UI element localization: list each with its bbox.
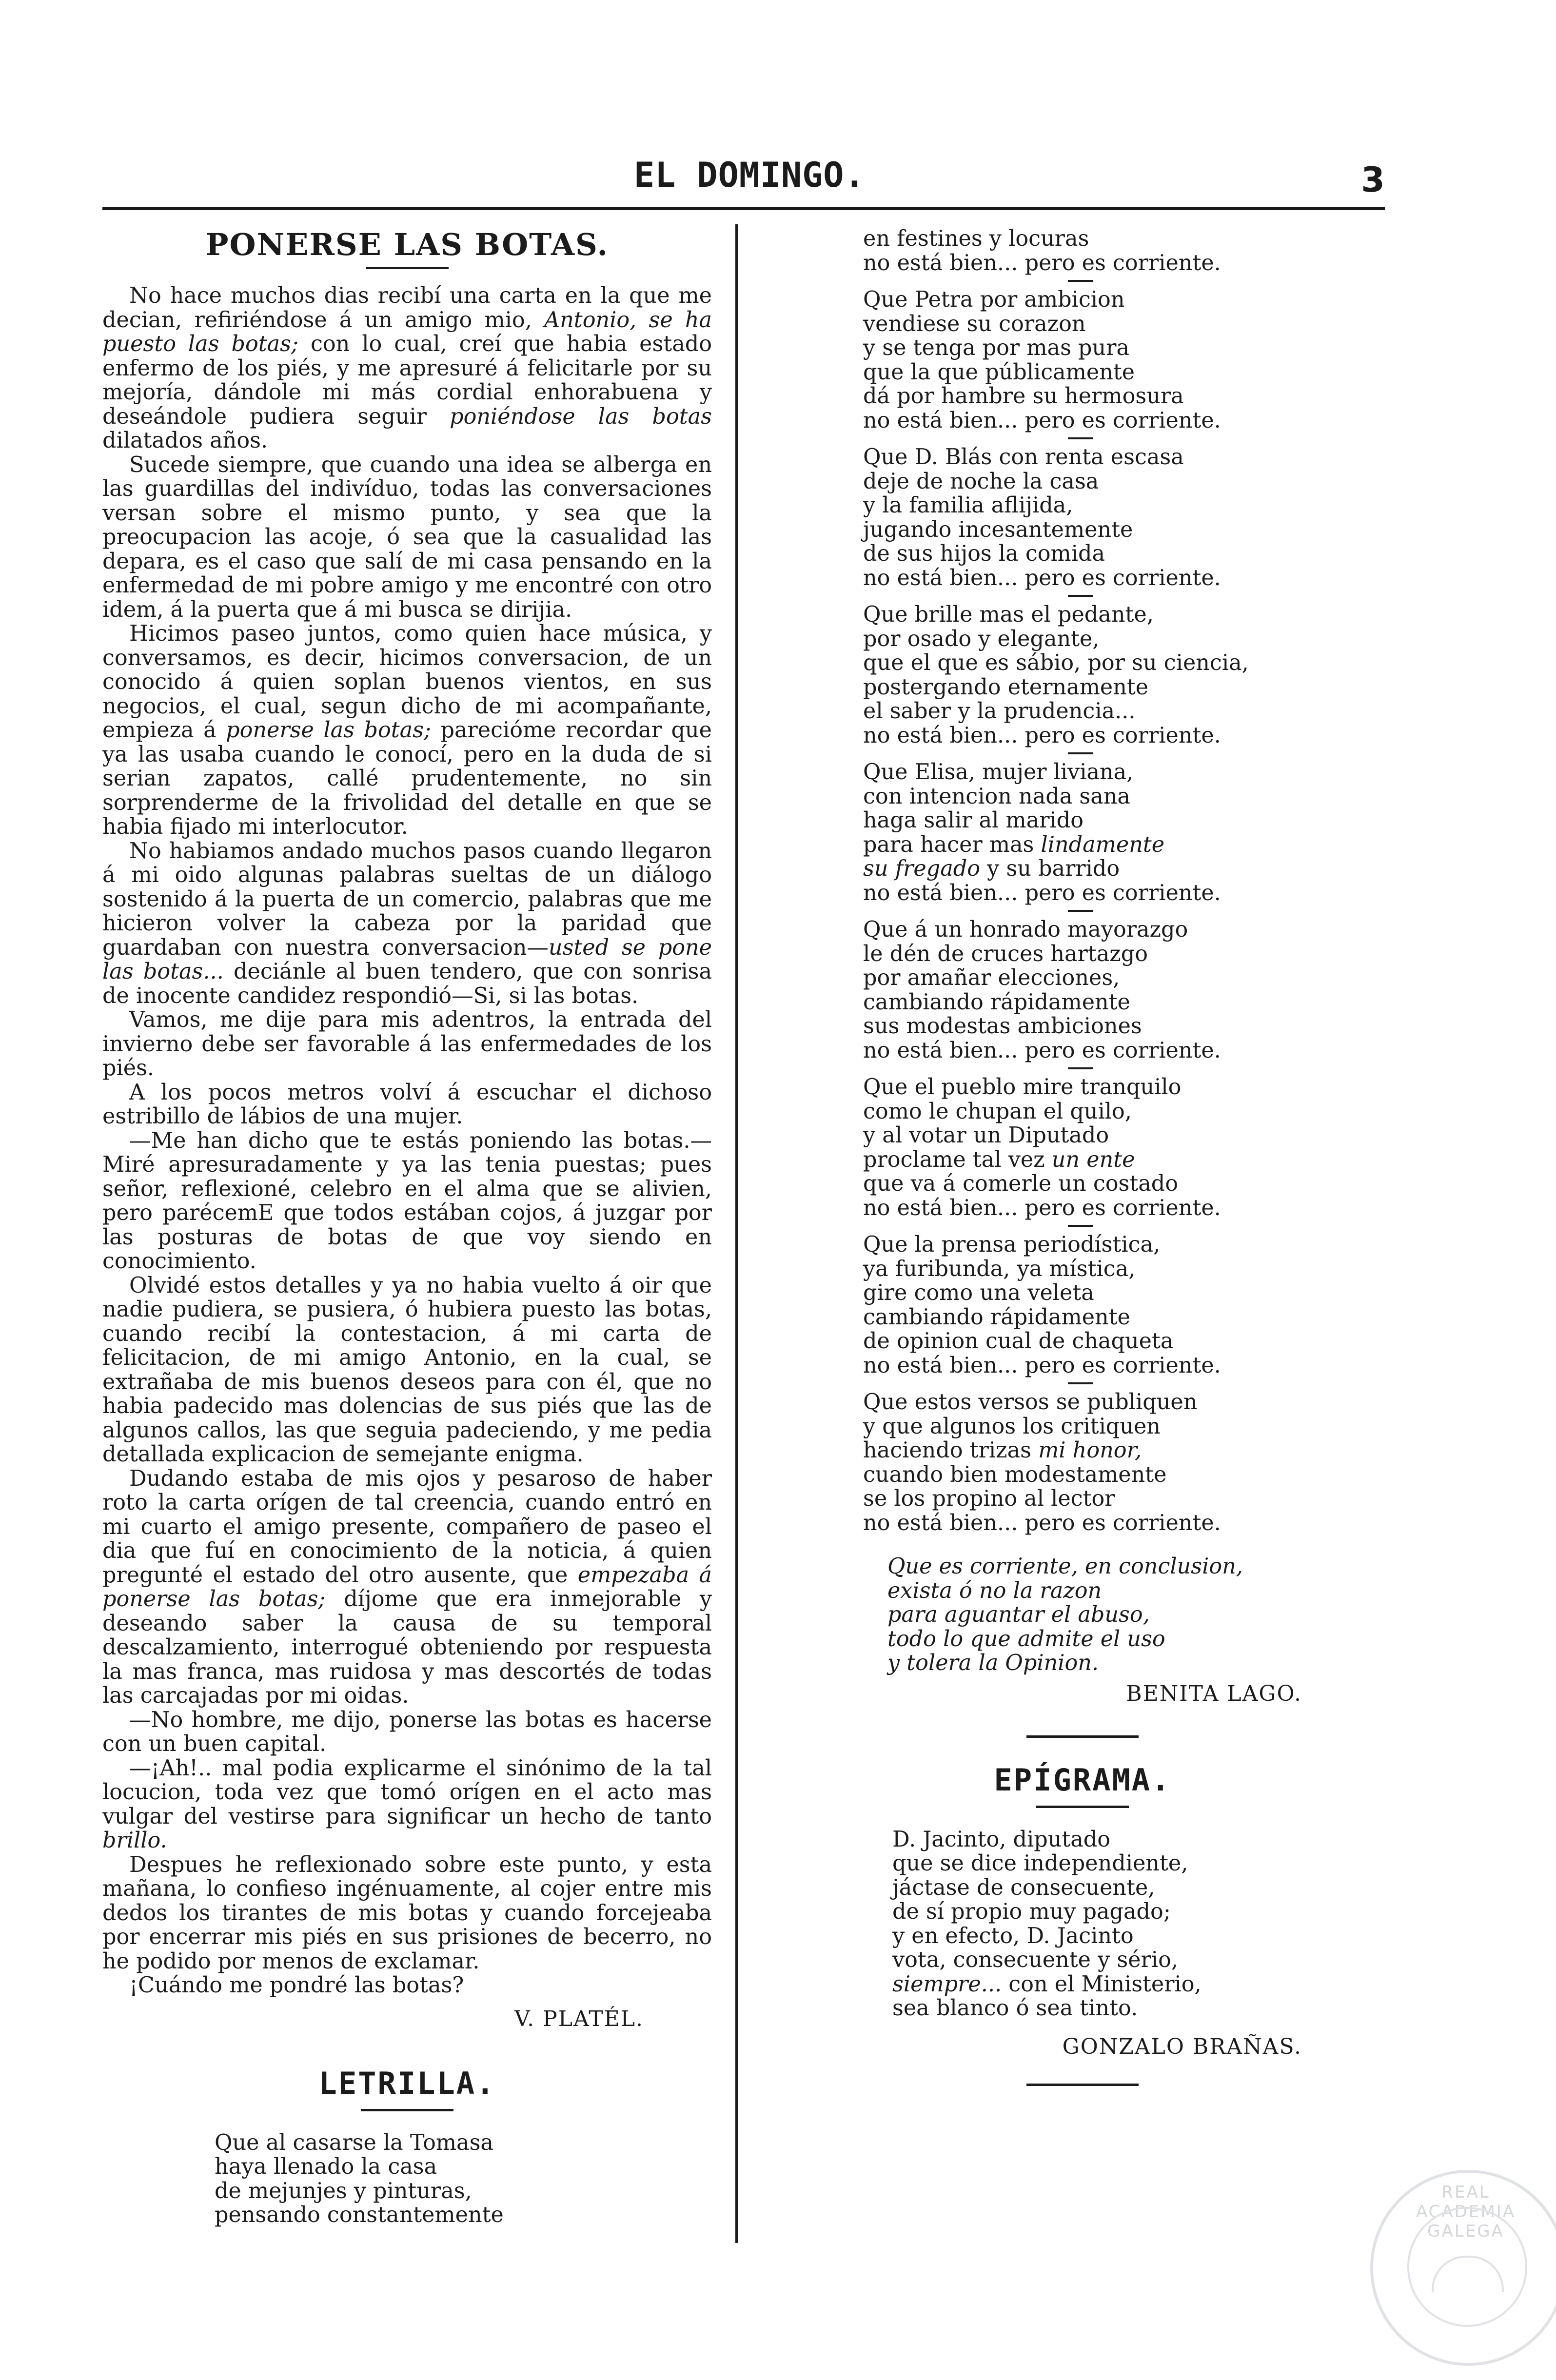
article-signature: V. PLATÉL. <box>514 2006 644 2031</box>
letrilla-signature: BENITA LAGO. <box>1126 1681 1302 1706</box>
verse-line: haya llenado la casa <box>215 2154 437 2179</box>
verse-line: no está bien... pero es corriente. <box>863 723 1221 748</box>
verse-line: Que brille mas el pedante, <box>863 602 1154 627</box>
column-divider <box>735 224 738 2243</box>
verse-line: sus modestas ambiciones <box>863 1014 1142 1039</box>
verse-line: exista ó no la razon <box>887 1578 1102 1603</box>
article-paragraph: No hace muchos dias recibí una carta en la que me decian, refiriéndose á un amigo mio, Antonio, se ha puesto las botas; con lo cual, creí que habia estado enfermo de los piés, y me apresuré á felicitarle por su mejoría, dándole mi más cordial enhorabuena y deseándole pudiera seguir poniéndose las botas dilatados años. <box>102 283 712 453</box>
verse-line: que la que públicamente <box>863 359 1135 385</box>
epigrama-verse <box>892 1828 1302 2021</box>
verse-line: el saber y la prudencia... <box>863 699 1136 724</box>
verse-line: deje de noche la casa <box>863 469 1099 494</box>
verse-line: proclame tal vez un ente <box>863 1147 1135 1172</box>
stanza-separator <box>1068 1382 1093 1384</box>
article-title: PONERSE LAS BOTAS. <box>205 227 609 262</box>
verse-line: jugando incesantemente <box>863 517 1133 542</box>
letrilla-opening <box>215 2131 712 2227</box>
newspaper-title: EL DOMINGO. <box>634 155 866 195</box>
verse-line: gire como una veleta <box>863 1280 1094 1305</box>
stanza <box>863 1233 1302 1377</box>
stanza-separator <box>1068 752 1093 754</box>
verse-line: Que Petra por ambicion <box>863 287 1125 312</box>
verse-line: de sus hijos la comida <box>863 541 1105 566</box>
verse-line: cambiando rápidamente <box>863 989 1130 1015</box>
verse-line: vota, consecuente y sério, <box>892 1947 1179 1972</box>
verse-line: dá por hambre su hermosura <box>863 384 1184 409</box>
article-paragraph: Sucede siempre, que cuando una idea se alberga en las guardillas del indivíduo, todas las conversaciones versan sobre el mismo punto, y sea que la preocupacion las acoje, ó sea que la casualidad las depara, es el caso que salí de mi casa pensando en la enfermedad de mi pobre amigo y me encontré con otro idem, á la puerta que á mi busca se dirijia. <box>102 452 712 622</box>
verse-line: y la familia aflijida, <box>863 493 1073 518</box>
verse-line: como le chupan el quilo, <box>863 1099 1132 1124</box>
stanza-separator <box>1068 595 1093 597</box>
article-paragraph: —¡Ah!.. mal podia explicarme el sinónimo de la tal locucion, toda vez que tomó orígen en el acto mas vulgar del vestirse para significar un hecho de tanto brillo. <box>102 1755 712 1853</box>
verse-line: para aguantar el abuso, <box>887 1602 1150 1627</box>
stanza-separator <box>1068 437 1093 439</box>
article-paragraph: —No hombre, me dijo, ponerse las botas es hacerse con un buen capital. <box>102 1707 712 1756</box>
verse-line: que se dice independiente, <box>892 1851 1188 1876</box>
verse-line: Que el pueblo mire tranquilo <box>863 1075 1182 1100</box>
verse-line: pensando constantemente <box>215 2203 504 2227</box>
article-paragraph: Olvidé estos detalles y ya no habia vuelto á oir que nadie pudiera, se pusiera, ó hubiera puesto las botas, cuando recibí la contestacion, á mi carta de felicitacion, de mi amigo Antonio, en la cual, se extrañaba de mis buenos deseos para con él, que no habia padecido mas dolencias de sus piés que las de algunos callos, las que seguia padeciendo, y me pedia detallada explicacion de semejante enigma. <box>102 1273 712 1467</box>
title-rule <box>366 267 449 269</box>
verse-line: Que á un honrado mayorazgo <box>863 917 1188 942</box>
stanza <box>863 1075 1302 1220</box>
letrilla-coda <box>887 1554 1302 1675</box>
end-rule <box>1026 2084 1139 2086</box>
verse-line: cambiando rápidamente <box>863 1304 1130 1330</box>
verse-line: Que D. Blás con renta escasa <box>863 445 1184 470</box>
verse-line: haciendo trizas mi honor, <box>863 1438 1142 1463</box>
verse-line: postergando eternamente <box>863 674 1149 700</box>
verse-line: que va á comerle un costado <box>863 1171 1179 1196</box>
verse-line: se los propino al lector <box>863 1486 1115 1511</box>
verse-line: D. Jacinto, diputado <box>892 1827 1111 1852</box>
article-paragraph: Vamos, me dije para mis adentros, la entrada del invierno debe ser favorable á las enfermedades de los piés. <box>102 1007 712 1081</box>
verse-line: todo lo que admite el uso <box>887 1626 1165 1652</box>
verse-line: que el que es sábio, por su ciencia, <box>863 650 1249 675</box>
stanza <box>863 760 1302 905</box>
verse-line: le dén de cruces hartazgo <box>863 941 1148 966</box>
article-paragraph: —Me han dicho que te estás poniendo las botas.— Miré apresuradamente y ya las tenia puestas; pues señor, reflexioné, celebro en el alma que se alivien, pero parécemE que todos estában cojos, á juzgar por las posturas de botas de que voy siendo en conocimiento. <box>102 1128 712 1274</box>
header-rule <box>102 207 1385 210</box>
stanza-separator <box>1068 1225 1093 1227</box>
verse-line: su fregado y su barrido <box>863 856 1120 881</box>
verse-line: no está bien... pero es corriente. <box>863 565 1221 590</box>
stanza-separator <box>1068 1067 1093 1069</box>
verse-line: no está bien... pero es corriente. <box>863 1038 1221 1063</box>
verse-line: por osado y elegante, <box>863 626 1100 651</box>
verse-line: jáctase de consecuente, <box>892 1875 1155 1900</box>
verse-line: de sí propio muy pagado; <box>892 1899 1171 1924</box>
epigrama-signature: GONZALO BRAÑAS. <box>1062 2034 1302 2059</box>
stanza <box>863 445 1302 590</box>
stanza-separator <box>1068 280 1093 282</box>
verse-line: por amañar elecciones, <box>863 965 1120 990</box>
page-header <box>102 155 1385 199</box>
section-rule <box>1026 1735 1139 1738</box>
verse-line: Que es corriente, en conclusion, <box>887 1554 1243 1579</box>
article-paragraph: Hicimos paseo juntos, como quien hace música, y conversamos, es decir, hicimos conversacion, de un conocido á quien soplan buenos vientos, en sus negocios, el cual, segun dicho de mi acompañante, empieza á ponerse las botas; parecióme recordar que ya las usaba cuando le conocí, pero en la duda de si serian zapatos, callé prudentemente, no sin sorprenderme de la frivolidad del detalle en que se habia fijado mi interlocutor. <box>102 621 712 839</box>
stanza <box>863 227 1302 275</box>
stanza <box>863 288 1302 433</box>
verse-line: no está bien... pero es corriente. <box>863 250 1221 275</box>
stanza <box>863 918 1302 1062</box>
verse-line: vendiese su corazon <box>863 311 1086 336</box>
verse-line: no está bien... pero es corriente. <box>863 1195 1221 1220</box>
verse-line: Que Elisa, mujer liviana, <box>863 760 1134 785</box>
article-paragraph: Despues he reflexionado sobre este punto, y esta mañana, lo confieso ingénuamente, al cojer entre mis dedos los tirantes de mis botas y cuando forcejeaba por encerrar mis piés en sus prisiones de becerro, no he podido por menos de exclamar. <box>102 1852 712 1974</box>
article-paragraph: ¡Cuándo me pondré las botas? <box>129 1973 464 1998</box>
stanza <box>863 1390 1302 1535</box>
stanza <box>863 603 1302 747</box>
verse-line: no está bien... pero es corriente. <box>863 1510 1221 1535</box>
epigrama-title-rule <box>1036 1806 1129 1808</box>
verse-line: y tolera la Opinion. <box>887 1651 1099 1675</box>
stanza-separator <box>1068 910 1093 912</box>
verse-line: ya furibunda, ya mística, <box>863 1256 1136 1281</box>
article-body <box>102 284 712 1998</box>
verse-line: sea blanco ó sea tinto. <box>892 1996 1138 2021</box>
verse-line: para hacer mas lindamente <box>863 832 1165 857</box>
verse-line: y se tenga por mas pura <box>863 335 1129 360</box>
verse-line: no está bien... pero es corriente. <box>863 408 1221 433</box>
seal-text: REAL ACADEMIA GALEGA <box>1416 2183 1516 2241</box>
verse-line: no está bien... pero es corriente. <box>863 880 1221 905</box>
verse-line: de opinion cual de chaqueta <box>863 1329 1174 1354</box>
letrilla-title-rule <box>361 2109 453 2111</box>
letrilla-title: LETRILLA. <box>318 2065 496 2101</box>
verse-line: Que al casarse la Tomasa <box>215 2130 493 2155</box>
right-column <box>863 227 1302 2110</box>
verse-line: Que estos versos se publiquen <box>863 1390 1198 1415</box>
verse-line: no está bien... pero es corriente. <box>863 1353 1221 1378</box>
article-paragraph: A los pocos metros volví á escuchar el dichoso estribillo de lábios de una mujer. <box>102 1080 712 1129</box>
article-paragraph: No habiamos andado muchos pasos cuando llegaron á mi oido algunas palabras sueltas de un diálogo sostenido á la puerta de un comercio, palabras que me hicieron volver la cabeza por la paridad que guardaban con nuestra conversacion—usted se pone las botas... deciánle al buen tendero, que con sonrisa de inocente candidez respondió—Si, si las botas. <box>102 838 712 1008</box>
verse-line: en festines y locuras <box>863 226 1089 251</box>
article-paragraph: Dudando estaba de mis ojos y pesaroso de haber roto la carta orígen de tal creencia, cuando entró en mi cuarto el amigo presente, compañero de paseo el dia que fuí en conocimiento de la noticia, á quien pregunté el estado del otro ausente, que empezaba á ponerse las botas; díjome que era inmejorable y deseando saber la causa de su temporal descalzamiento, interrogué obteniendo por respuesta la mas franca, mas ruidosa y mas descortés de todas las carcajadas por mi oidas. <box>102 1466 712 1708</box>
verse-line: cuando bien modestamente <box>863 1462 1167 1487</box>
left-column <box>102 227 712 2227</box>
verse-line: siempre... con el Ministerio, <box>892 1971 1201 1997</box>
verse-line: con intencion nada sana <box>863 784 1130 809</box>
epigrama-title: EPÍGRAMA. <box>994 1762 1171 1798</box>
academy-seal-stamp <box>1370 2170 1556 2366</box>
verse-line: Que la prensa periodística, <box>863 1232 1161 1257</box>
verse-line: y al votar un Diputado <box>863 1123 1109 1148</box>
verse-line: haga salir al marido <box>863 808 1084 833</box>
letrilla-stanzas <box>863 227 1302 1535</box>
verse-line: y en efecto, D. Jacinto <box>892 1923 1134 1948</box>
page-number: 3 <box>1361 160 1385 200</box>
verse-line: y que algunos los critiquen <box>863 1414 1161 1439</box>
verse-line: de mejunjes y pinturas, <box>215 2178 472 2203</box>
